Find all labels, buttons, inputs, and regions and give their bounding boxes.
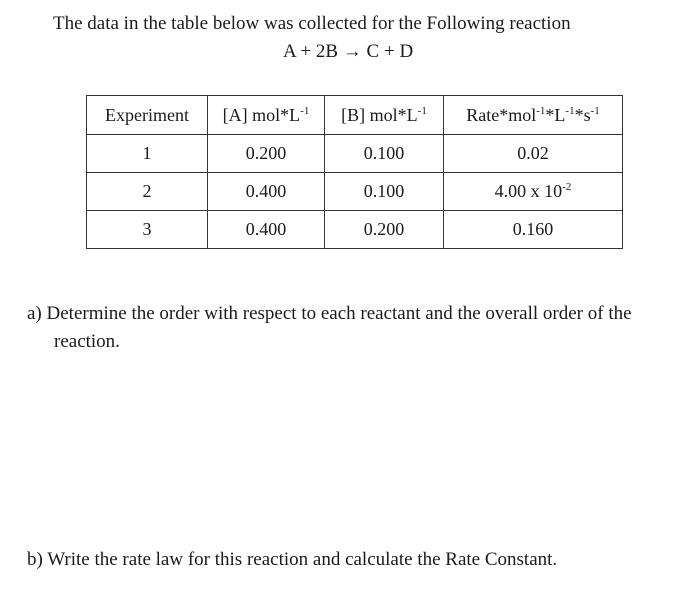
header-a-concentration: [A] $mol*L^{-1}$ [208,96,325,135]
reaction-equation: A + 2B → C + D [283,41,414,62]
cell-experiment: 2 [87,173,208,211]
question-b: b) Write the rate law for this reaction and calculate the Rate Constant. [27,549,558,570]
question-a-line1: a) Determine the order with respect to each reactant and the overall order of the [27,303,632,324]
cell-rate: 0.02 [444,135,623,173]
cell-a: 0.400 [208,211,325,249]
cell-b: 0.100 [325,135,444,173]
data-table [86,95,623,249]
cell-a: 0.400 [208,173,325,211]
cell-b: 0.200 [325,211,444,249]
header-b-concentration: [B] $mol*L^{-1}$ [325,96,444,135]
cell-b: 0.100 [325,173,444,211]
cell-rate: 0.160 [444,211,623,249]
intro-text: The data in the table below was collected for the Following reaction [53,13,571,34]
table-row [87,173,623,211]
cell-experiment: 3 [87,211,208,249]
question-a [27,300,692,356]
cell-rate: 4.00 x $10^{-2}$ [444,173,623,211]
header-rate: $Rate*mol^{-1}*L^{-1}*s^{-1}$ [444,96,623,135]
cell-a: 0.200 [208,135,325,173]
question-a-line2: reaction. [54,331,120,352]
table-row [87,135,623,173]
header-experiment: Experiment [87,96,208,135]
table-header-row [87,96,623,135]
cell-experiment: 1 [87,135,208,173]
table-row [87,211,623,249]
